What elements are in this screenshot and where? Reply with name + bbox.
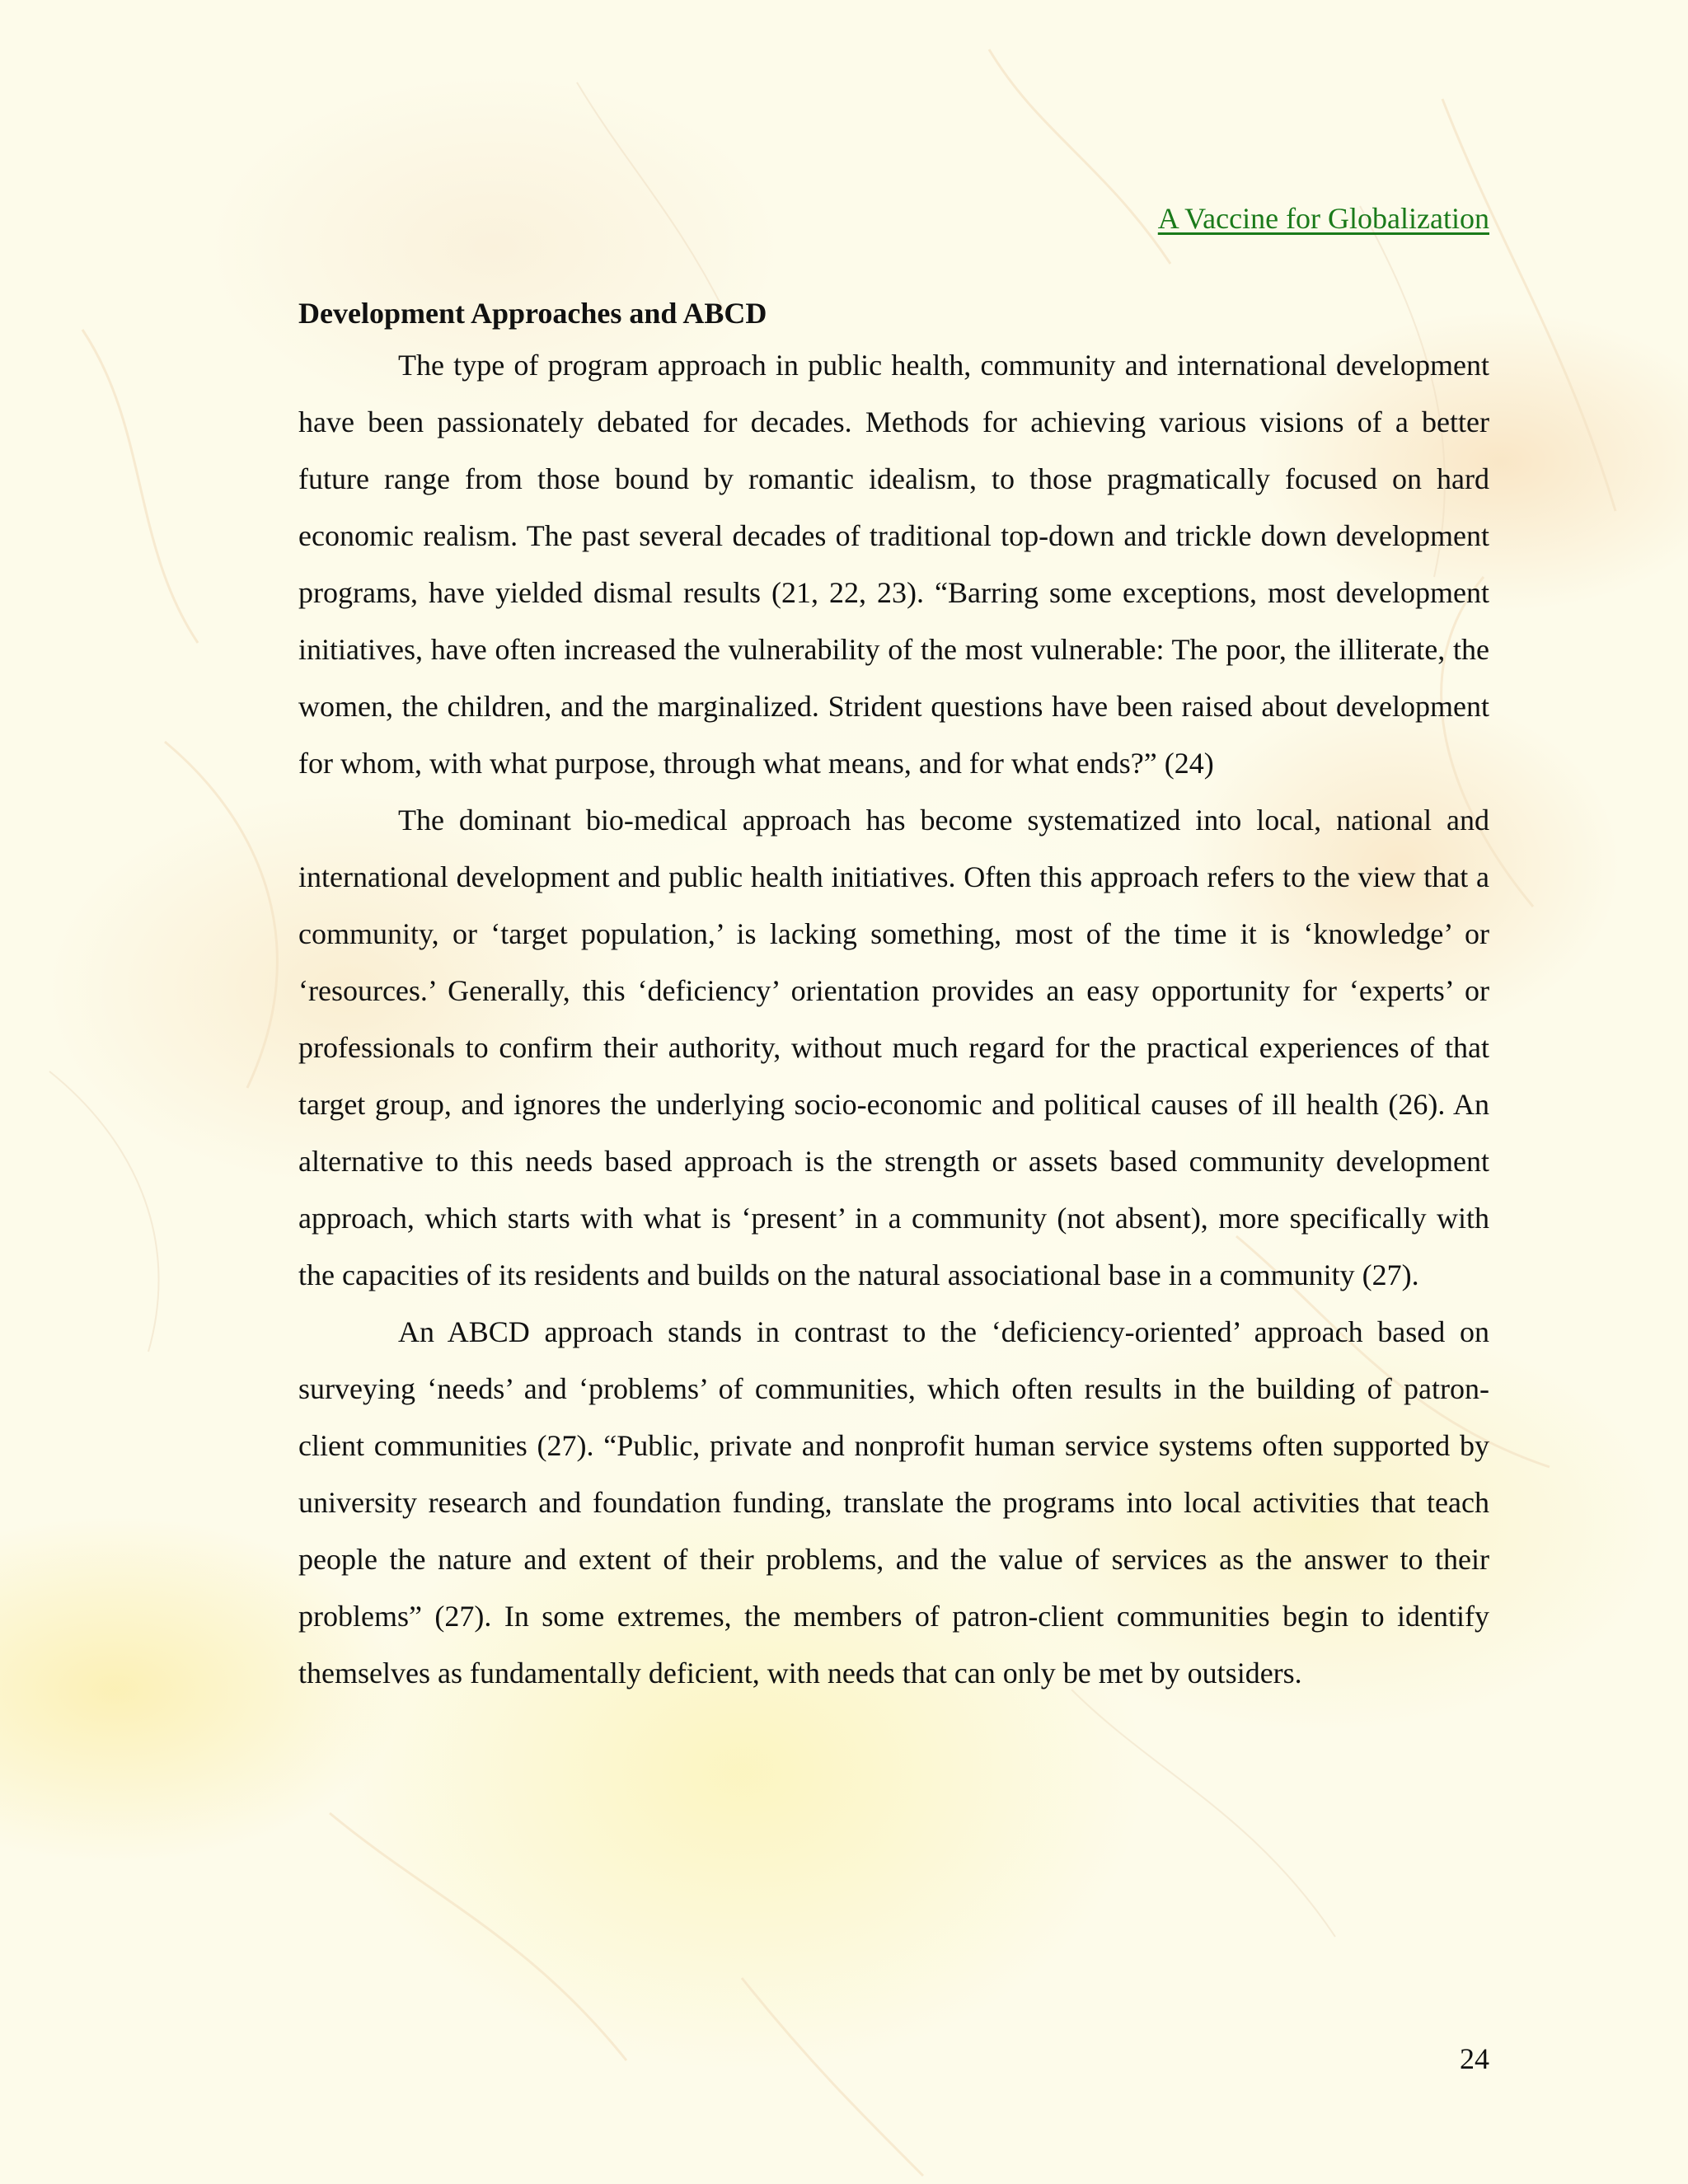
- page-number: 24: [1460, 2042, 1489, 2075]
- paragraph-3: An ABCD approach stands in contrast to the ‘deficiency-oriented’ approach based on surveying ‘needs’ and ‘problems’ of communities, which often results in the building of patron-client communities (27). “Public, private and nonprofit human service systems often supported by university research and foundation funding, translate the programs into local activities that teach people the nature and extent of their problems, and the value of services as the answer to their problems” (27). In some extremes, the members of patron-client communities begin to identify themselves as fundamentally deficient, with needs that can only be met by outsiders.: [298, 1315, 1489, 1690]
- section-heading: Development Approaches and ABCD: [298, 297, 767, 330]
- paragraph-2: The dominant bio-medical approach has become systematized into local, national and international development and public health initiatives. Often this approach refers to the view that a community, or ‘target population,’ is lacking something, most of the time it is ‘knowledge’ or ‘resources.’ Generally, this ‘deficiency’ orientation provides an easy opportunity for ‘experts’ or professionals to confirm their authority, without much regard for the practical experiences of that target group, and ignores the underlying socio-economic and political causes of ill health (26). An alternative to this needs based approach is the strength or assets based community development approach, which starts with what is ‘present’ in a community (not absent), more specifically with the capacities of its residents and builds on the natural associational base in a community (27).: [298, 804, 1489, 1291]
- running-header-link[interactable]: A Vaccine for Globalization: [1157, 202, 1489, 235]
- paragraph-1: The type of program approach in public health, community and international development have been passionately debated for decades. Methods for achieving various visions of a better future range from those bound by romantic idealism, to those pragmatically focused on hard economic realism. The past several decades of traditional top-down and trickle down development programs, have yielded dismal results (21, 22, 23). “Barring some exceptions, most development initiatives, have often increased the vulnerability of the most vulnerable: The poor, the illiterate, the women, the children, and the marginalized. Strident questions have been raised about development for whom, with what purpose, through what means, and for what ends?” (24): [298, 349, 1489, 780]
- body-text: [298, 290, 1489, 1702]
